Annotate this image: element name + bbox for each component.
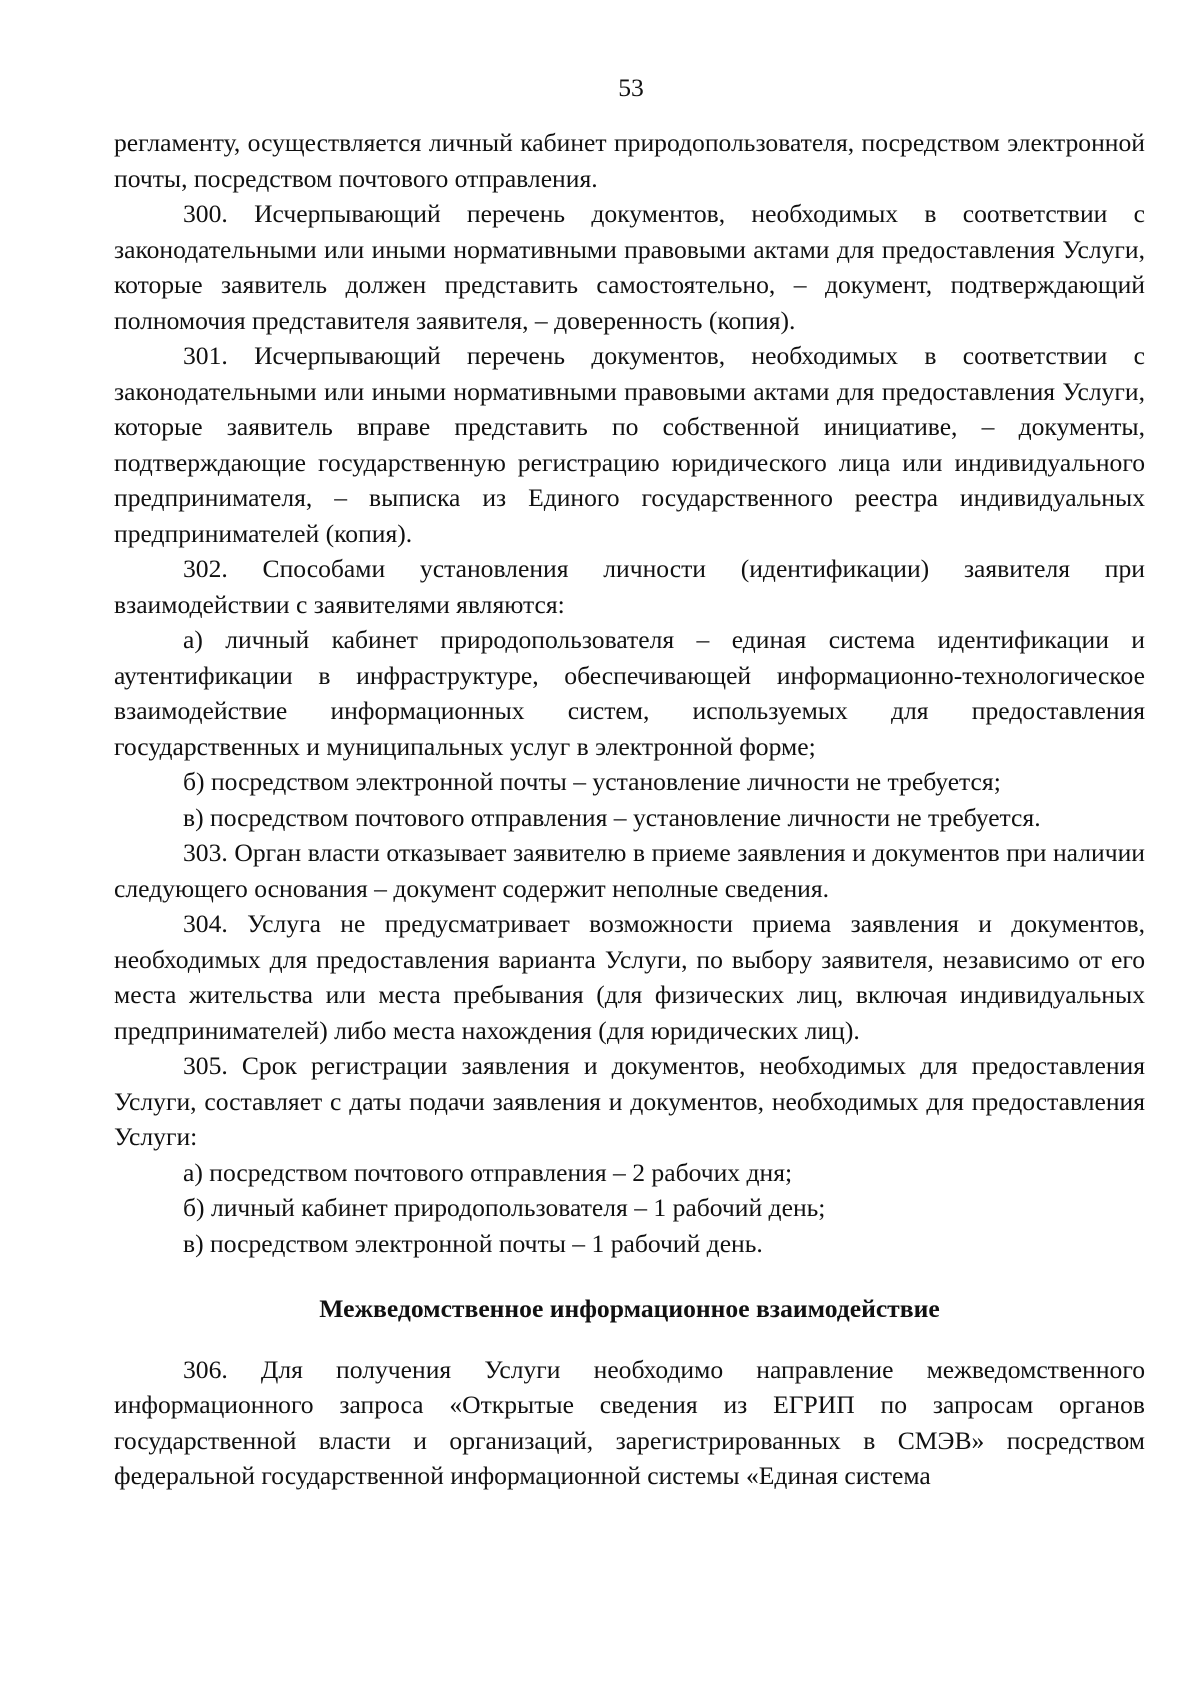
section-heading: Межведомственное информационное взаимодействие — [319, 1294, 940, 1323]
paragraph-300: 300. Исчерпывающий перечень документов, необходимых в соответствии с законодательными или иными нормативными правовыми актами для предоставления Услуги, которые заявитель должен представить самостоятельно, – документ, подтверждающий полномочия представителя заявителя, – доверенность (копия). — [114, 199, 1145, 335]
paragraph-304: 304. Услуга не предусматривает возможности приема заявления и документов, необходимых для предоставления варианта Услуги, по выбору заявителя, независимо от его места жительства или места пребывания (для физических лиц, включая индивидуальных предпринимателей) либо места нахождения (для юридических лиц). — [114, 909, 1145, 1045]
document-body — [114, 125, 1145, 1494]
list-item-302-a: а) личный кабинет природопользователя – единая система идентификации и аутентификации в инфраструктуре, обеспечивающей информационно-технологическое взаимодействие информационных систем, используемых для предоставления государственных и муниципальных услуг в электронной форме; — [114, 625, 1145, 761]
paragraph-303: 303. Орган власти отказывает заявителю в приеме заявления и документов при наличии следующего основания – документ содержит неполные сведения. — [114, 838, 1145, 903]
list-item-302-b: б) посредством электронной почты – установление личности не требуется; — [183, 767, 1001, 796]
paragraph-continuation: регламенту, осуществляется личный кабинет природопользователя, посредством электронной почты, посредством почтового отправления. — [114, 128, 1145, 193]
list-item-302-c: в) посредством почтового отправления – установление личности не требуется. — [183, 802, 1041, 832]
list-item-305-a: а) посредством почтового отправления – 2 рабочих дня; — [183, 1157, 793, 1187]
paragraph-302: 302. Способами установления личности (идентификации) заявителя при взаимодействии с заявителями являются: — [114, 554, 1145, 619]
page-number: 53 — [618, 73, 644, 102]
paragraph-305: 305. Срок регистрации заявления и документов, необходимых для предоставления Услуги, составляет с даты подачи заявления и документов, необходимых для предоставления Услуги: — [114, 1051, 1145, 1151]
paragraph-301: 301. Исчерпывающий перечень документов, необходимых в соответствии с законодательными или иными нормативными правовыми актами для предоставления Услуги, которые заявитель вправе представить по собственной инициативе, – документы, подтверждающие государственную регистрацию юридического лица или индивидуального предпринимателя, – выписка из Единого государственного реестра индивидуальных предпринимателей (копия). — [114, 341, 1145, 548]
list-item-305-b: б) личный кабинет природопользователя – 1 рабочий день; — [183, 1193, 826, 1222]
paragraph-306: 306. Для получения Услуги необходимо направление межведомственного информационного запроса «Открытые сведения из ЕГРИП по запросам органов государственной власти и организаций, зарегистрированных в СМЭВ» посредством федеральной государственной информационной системы «Единая система — [114, 1354, 1145, 1490]
list-item-305-c: в) посредством электронной почты – 1 рабочий день. — [183, 1228, 763, 1258]
